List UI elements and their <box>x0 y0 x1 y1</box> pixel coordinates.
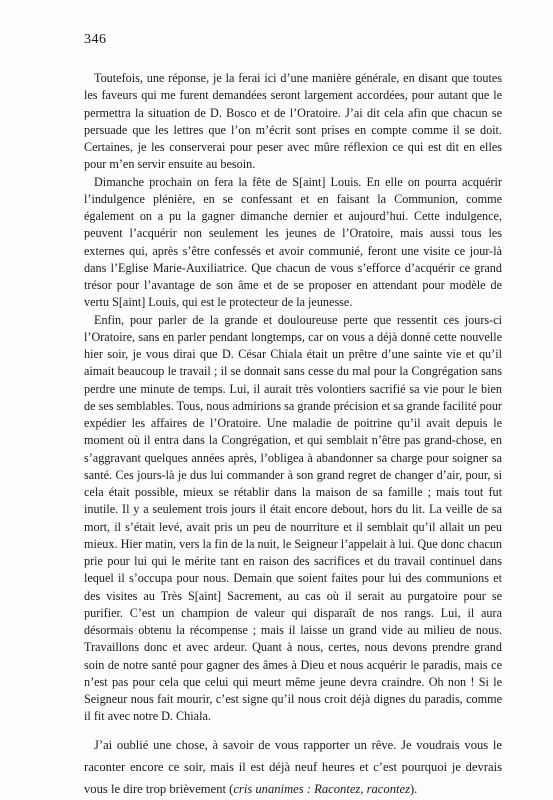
paragraph-3: Enfin, pour parler de la grande et douloureuse perte que ressentit ces jours-ci l’Oratoire, sans en parler pendant longtemps, car on vous a déjà donné cette nouvelle hier soir, je vous dirai que D. César Chiala était un prêtre d’une sainte vie et qu’il aimait beaucoup le travail ; il se donnait sans cesse du mal pour la Congrégation sans perdre une minute de temps. Lui, il aurait très volontiers sacrifié sa vie pour le bien de ses semblables. Tous, nous admirions sa grande précision et sa grande facilité pour expédier les affaires de l’Oratoire. Une maladie de poitrine qu’il avait depuis le moment où il entra dans la Congrégation, et qui semblait n’être pas grand-chose, en s’aggravant quelques années après, l’obligea à abandonner sa charge pour soigner sa santé. Ces jours-là je dus lui commander à son grand regret de changer d’air, pour, si cela était possible, mieux se rétablir dans la maison de sa famille ; mais tout fut inutile. Il y a seulement trois jours il était encore debout, hors du lit. La veille de sa mort, il s’était levé, avait pris un peu de nourriture et il semblait qu’il allait un peu mieux. Hier matin, vers la fin de la nuit, le Seigneur l’appelait à lui. Que donc chacun prie pour lui qui le mérite tant en raison des sacrifices et du travail continuel dans lequel il s’occupa pour nous. Demain que soient faites pour lui des communions et des visites au Très S[aint] Sacrement, au cas où il serait au purgatoire pour se purifier. C’est un champion de valeur qui disparaît de nos rangs. Lui, il aura désormais obtenu la récompense ; mais il laisse un grand vide au milieu de nous. Travaillons donc et avec ardeur. Quant à nous, certes, nous devons prendre grand soin de notre santé pour gagner des âmes à Dieu et nous acquérir le paradis, mais ce n’est pas pour cela que celui qui meurt même jeune devra craindre. Oh non ! Si le Seigneur nous fait mourir, c’est signe qu’il nous croit déjà dignes du paradis, comme il fit avec notre D. Chiala. <box>84 312 502 724</box>
paragraph-1: Toutefois, une réponse, je la ferai ici d’une manière générale, en disant que toutes les faveurs qui me furent demandées seront largement accordées, pour autant que le permettra la situation de D. Bosco et de l’Oratoire. J’ai dit cela afin que chacun se persuade que les lettres que l’on m’écrit sont prises en compte comme il se doit. Certaines, je les conserverai pour peser avec mûre réflexion ce qui est dit en elles pour m’en servir ensuite au besoin. <box>84 71 502 172</box>
paragraph-4-text: J’ai oublié une chose, à savoir de vous rapporter un rêve. Je voudrais vous le raconter encore ce soir, mais il est déjà neuf heures et c’est pourquoi je devrais vous le dire trop brièvement ( <box>84 737 502 796</box>
page-number: 346 <box>84 32 107 47</box>
paragraph-4-note: cris unanimes : Racontez, racontez <box>233 781 410 796</box>
paragraph-2: Dimanche prochain on fera la fête de S[aint] Louis. En elle on pourra acquérir l’indulgence plénière, en se confessant et en faisant la Communion, comme également on a pu la gagner dimanche dernier et aujourd’hui. Cette indulgence, peuvent l’acquérir non seulement les jeunes de l’Oratoire, mais aussi tous les externes qui, après s’être confessés et avoir communié, feront une visite ce jour-là dans l’Eglise Marie-Auxiliatrice. Que chacun de vous s’efforce d’acquérir ce grand trésor pour l’avantage de son âme et de se proposer en attendant pour modèle de vertu S[aint] Louis, qui est le protecteur de la jeunesse. <box>84 174 502 310</box>
body-text <box>84 70 502 800</box>
paragraph-4-closing: ). <box>409 781 418 796</box>
paragraph-4 <box>84 734 502 800</box>
